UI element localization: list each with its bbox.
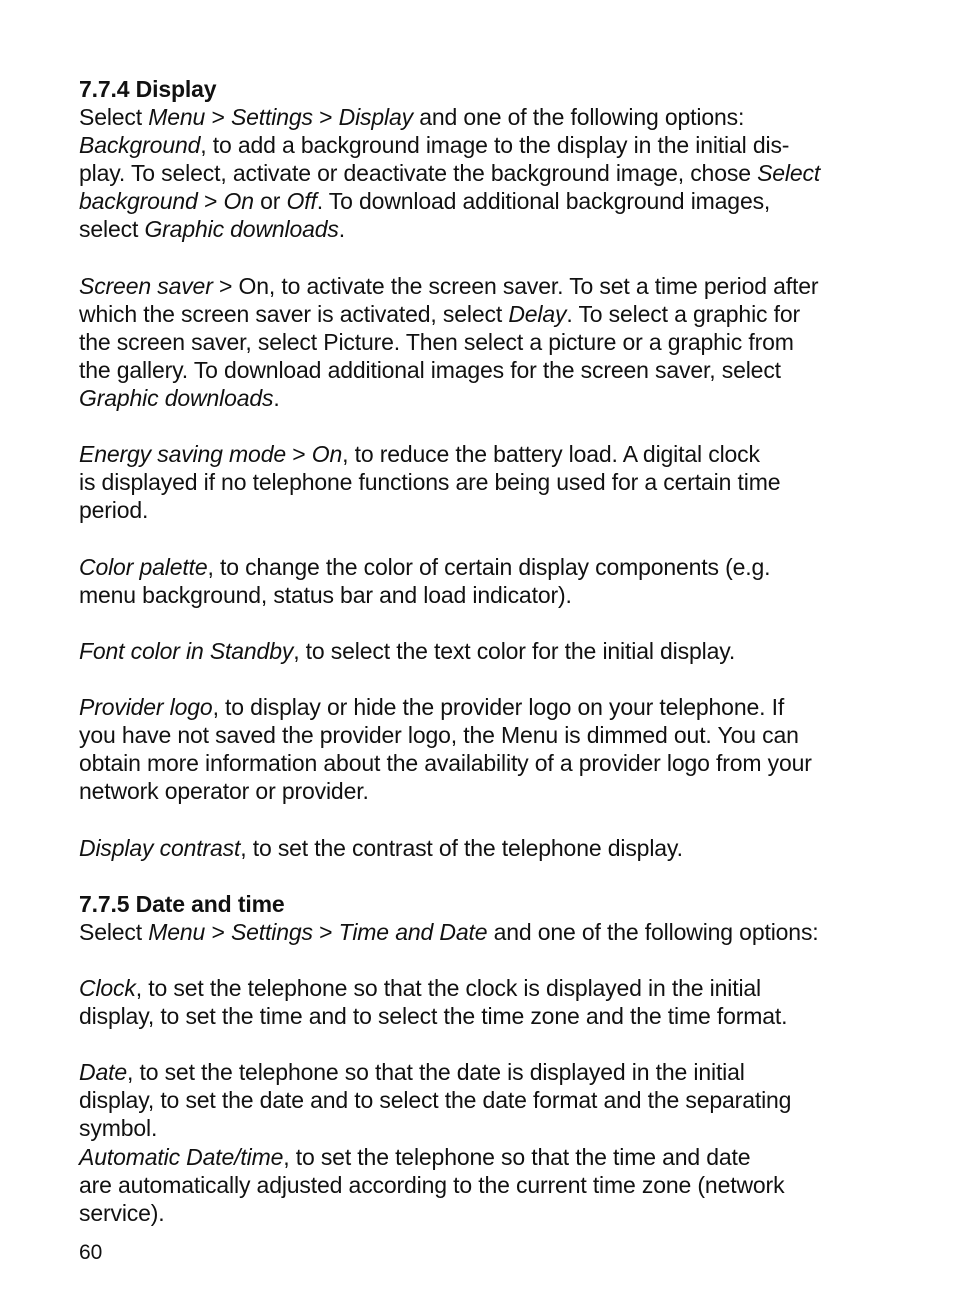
manual-page bbox=[79, 75, 879, 1227]
option-screen-saver: Screen saver > On, to activate the screen saver. To set a time period after which the screen saver is activated, select Delay. To select a graphic for the screen saver, select Picture. Then select a picture or a graphic from the gallery. To download additional images for the screen saver, select Graphic downloads. bbox=[79, 272, 819, 412]
date-intro: Select Menu > Settings > Time and Date and one of the following options: bbox=[79, 918, 819, 945]
option-provider-logo: Provider logo, to display or hide the provider logo on your telephone. If you have not saved the provider logo, the Menu is dimmed out. You can obtain more information about the availability of a provider logo from your network operator or provider. bbox=[79, 694, 812, 805]
paragraph-gap bbox=[79, 946, 879, 974]
section-heading-date-time: 7.7.5 Date and time bbox=[79, 890, 285, 917]
paragraph-gap bbox=[79, 609, 879, 637]
option-background: Background, to add a background image to the display in the initial dis- play. To select, activate or deactivate the background image, chose Select background > On or Off. To download additional background images, select Graphic downloads. bbox=[79, 132, 821, 243]
option-automatic-date-time: Automatic Date/time, to set the telephone so that the time and date are automatically adjusted according to the current time zone (network service). bbox=[79, 1143, 785, 1226]
paragraph-gap bbox=[79, 1030, 879, 1058]
paragraph-gap bbox=[79, 412, 879, 440]
paragraph-gap bbox=[79, 862, 879, 890]
page-number: 60 bbox=[79, 1241, 103, 1264]
section-heading-display: 7.7.4 Display bbox=[79, 76, 217, 102]
option-date: Date, to set the telephone so that the date is displayed in the initial display, to set the date and to select the date format and the separating symbol. bbox=[79, 1059, 792, 1142]
paragraph-gap bbox=[79, 244, 879, 272]
paragraph-gap bbox=[79, 525, 879, 553]
option-display-contrast: Display contrast, to set the contrast of the telephone display. bbox=[79, 834, 683, 861]
option-clock: Clock, to set the telephone so that the clock is displayed in the initial display, to set the time and to select the time zone and the time format. bbox=[79, 975, 788, 1030]
paragraph-gap bbox=[79, 805, 879, 833]
option-color-palette: Color palette, to change the color of certain display components (e.g. menu background, status bar and load indicator). bbox=[79, 553, 771, 608]
paragraph-gap bbox=[79, 665, 879, 693]
option-font-color: Font color in Standby, to select the text color for the initial display. bbox=[79, 637, 736, 664]
display-intro: Select Menu > Settings > Display and one of the following options: bbox=[79, 104, 745, 131]
option-energy-saving: Energy saving mode > On, to reduce the battery load. A digital clock is displayed if no telephone functions are being used for a certain time period. bbox=[79, 441, 781, 524]
